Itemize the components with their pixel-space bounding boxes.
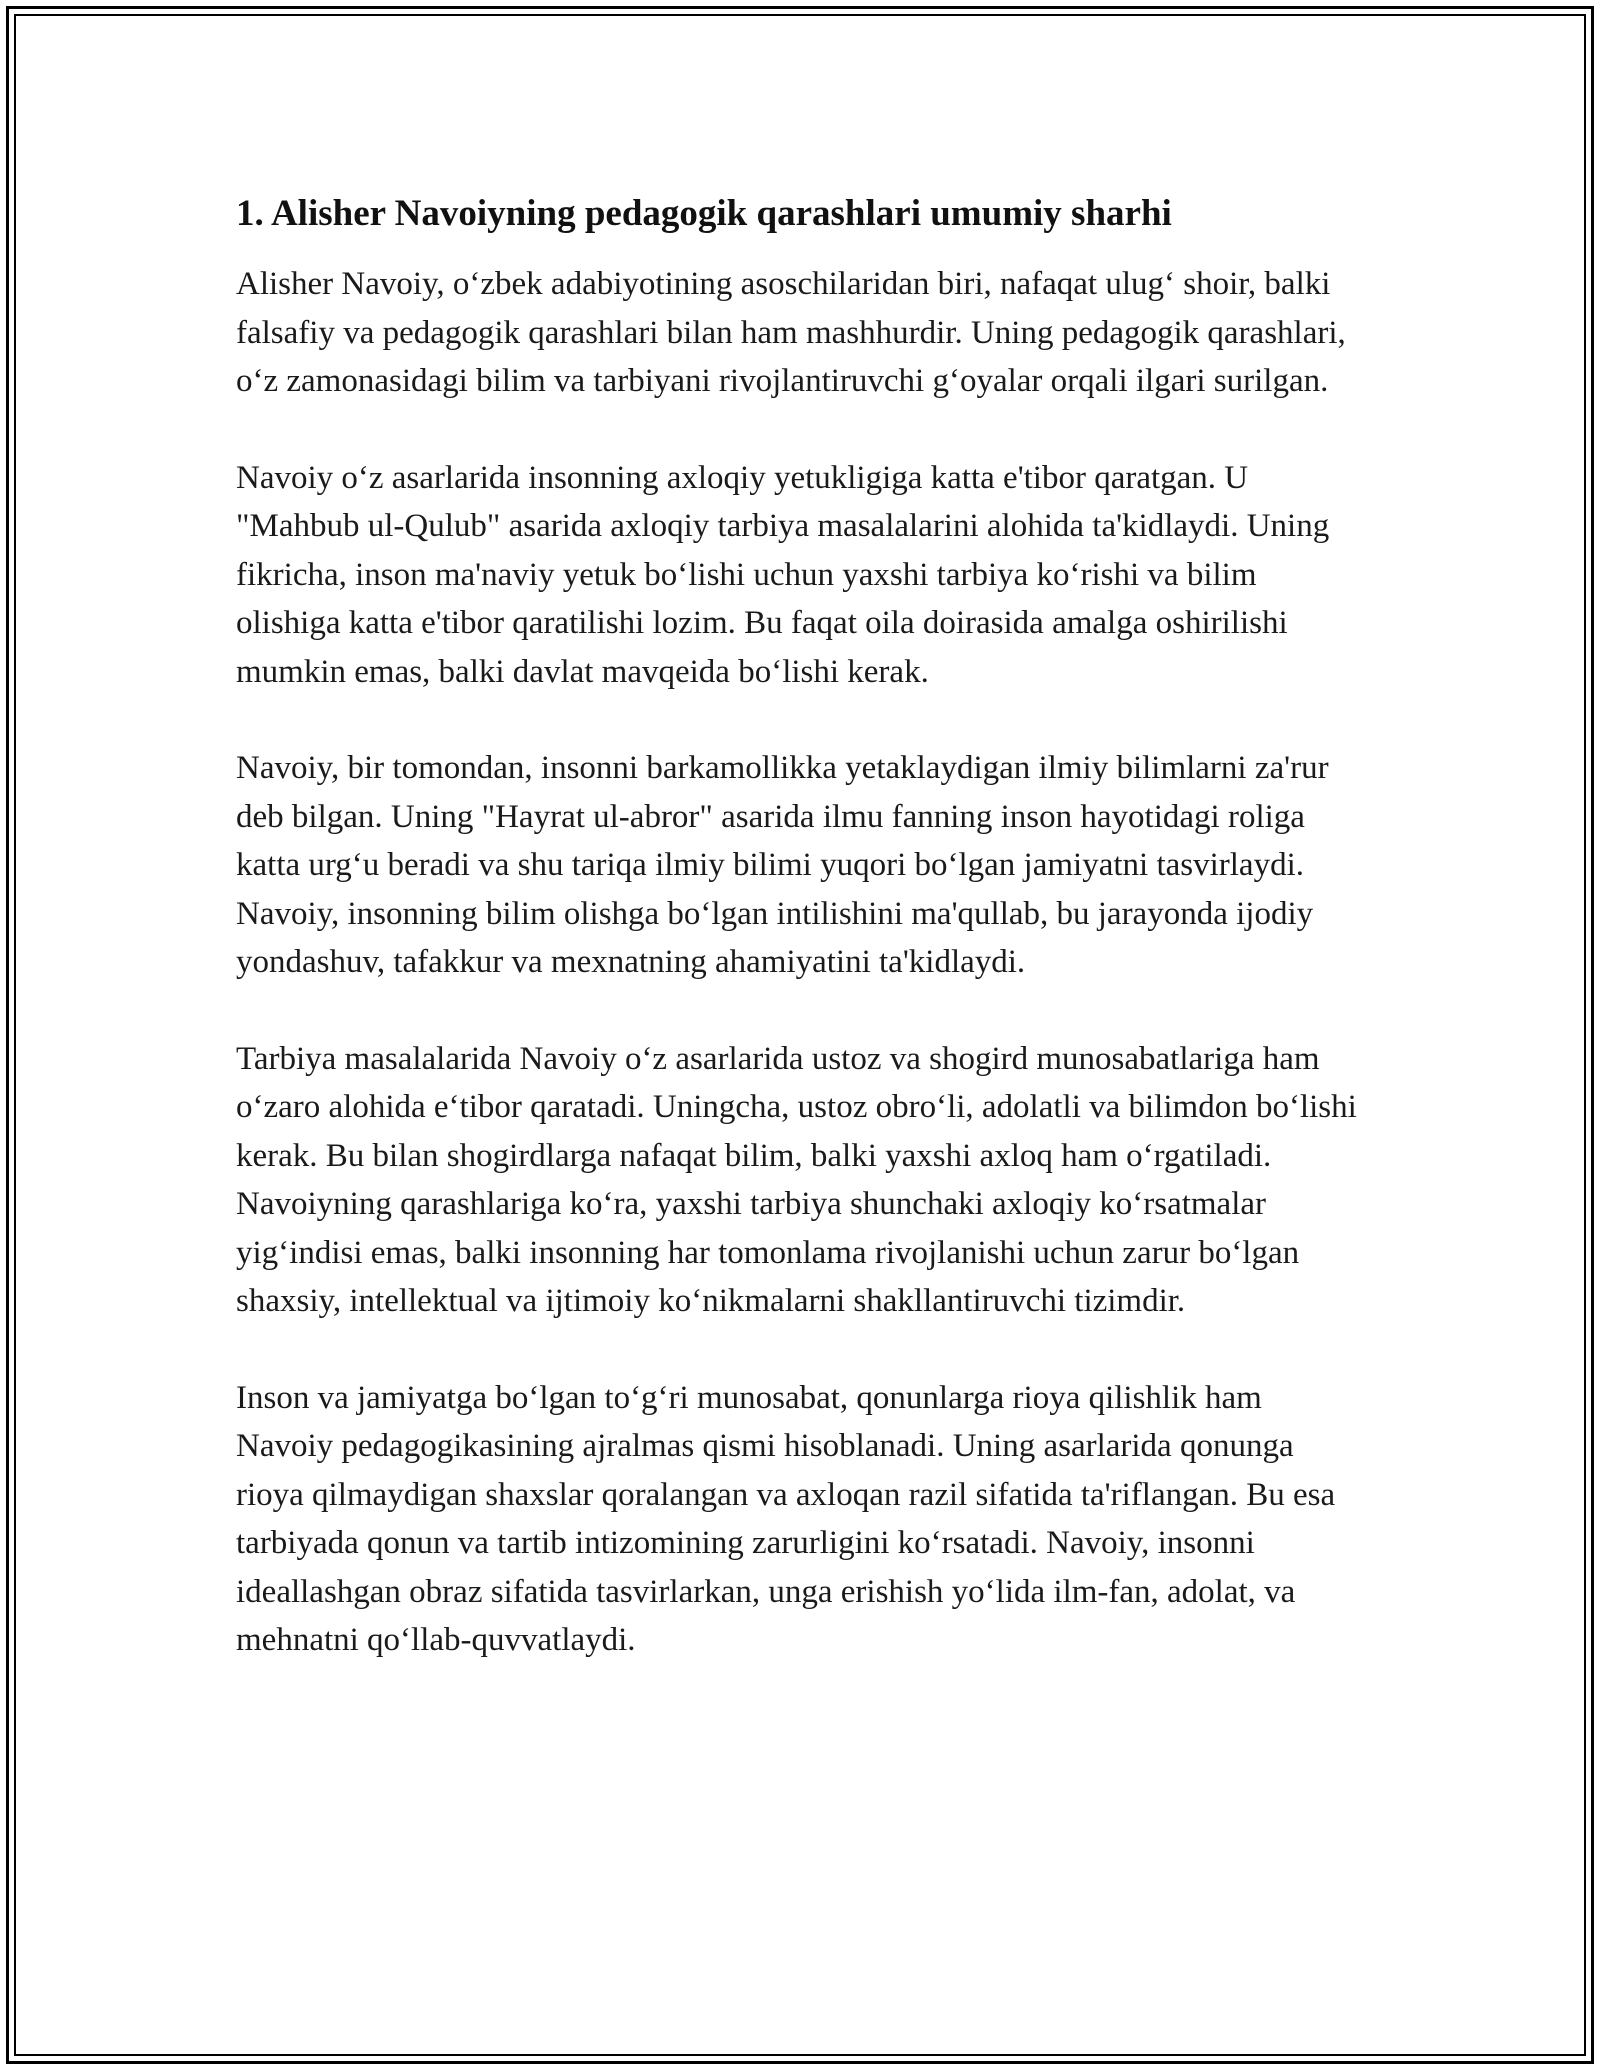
paragraph-2: Navoiy oʻz asarlarida insonning axloqiy yetukligiga katta e'tibor qaratgan. U "Mahbub ul-Qulub" asarida axloqiy tarbiya masalalarini alohida ta'kidlaydi. Uning fikricha, inson ma'naviy yetuk boʻlishi uchun yaxshi tarbiya koʻrishi va bilim olishiga katta e'tibor qaratilishi lozim. Bu faqat oila doirasida amalga oshirilishi mumkin emas, balki davlat mavqeida boʻlishi kerak.: [236, 459, 1330, 690]
section-heading: 1. Alisher Navoiyning pedagogik qarashlari umumiy sharhi: [236, 193, 1172, 234]
paragraph-3: Navoiy, bir tomondan, insonni barkamollikka yetaklaydigan ilmiy bilimlarni za'rur deb bilgan. Uning "Hayrat ul-abror" asarida ilmu fanning inson hayotidagi roliga katta urgʻu beradi va shu tariqa ilmiy bilimi yuqori boʻlgan jamiyatni tasvirlaydi. Navoiy, insonning bilim olishga boʻlgan intilishini ma'qullab, bu jarayonda ijodiy yondashuv, tafakkur va mexnatning ahamiyatini ta'kidlaydi.: [236, 750, 1329, 980]
paragraph-4: Tarbiya masalalarida Navoiy oʻz asarlarida ustoz va shogird munosabatlariga ham oʻzaro alohida eʻtibor qaratadi. Uningcha, ustoz obroʻli, adolatli va bilimdon boʻlishi kerak. Bu bilan shogirdlarga nafaqat bilim, balki yaxshi axloq ham oʻrgatiladi. Navoiyning qarashlariga koʻra, yaxshi tarbiya shunchaki axloqiy koʻrsatmalar yigʻindisi emas, balki insonning har tomonlama rivojlanishi uchun zarur boʻlgan shaxsiy, intellektual va ijtimoiy koʻnikmalarni shakllantiruvchi tizimdir.: [236, 1040, 1357, 1319]
paragraph-5: Inson va jamiyatga boʻlgan toʻgʻri munosabat, qonunlarga rioya qilishlik ham Navoiy pedagogikasining ajralmas qismi hisoblanadi. Uning asarlarida qonunga rioya qilmaydigan shaxslar qoralangan va axloqan razil sifatida ta'riflangan. Bu esa tarbiyada qonun va tartib intizomining zarurligini koʻrsatadi. Navoiy, insonni ideallashgan obraz sifatida tasvirlarkan, unga erishish yoʻlida ilm-fan, adolat, va mehnatni qoʻllab-quvvatlaydi.: [236, 1379, 1336, 1658]
paragraph-1: Alisher Navoiy, oʻzbek adabiyotining asoschilaridan biri, nafaqat ulugʻ shoir, balki falsafiy va pedagogik qarashlari bilan ham mashhurdir. Uning pedagogik qarashlari, oʻz zamonasidagi bilim va tarbiyani rivojlantiruvchi gʻoyalar orqali ilgari surilgan.: [236, 266, 1346, 399]
document-body: [236, 188, 1366, 1713]
